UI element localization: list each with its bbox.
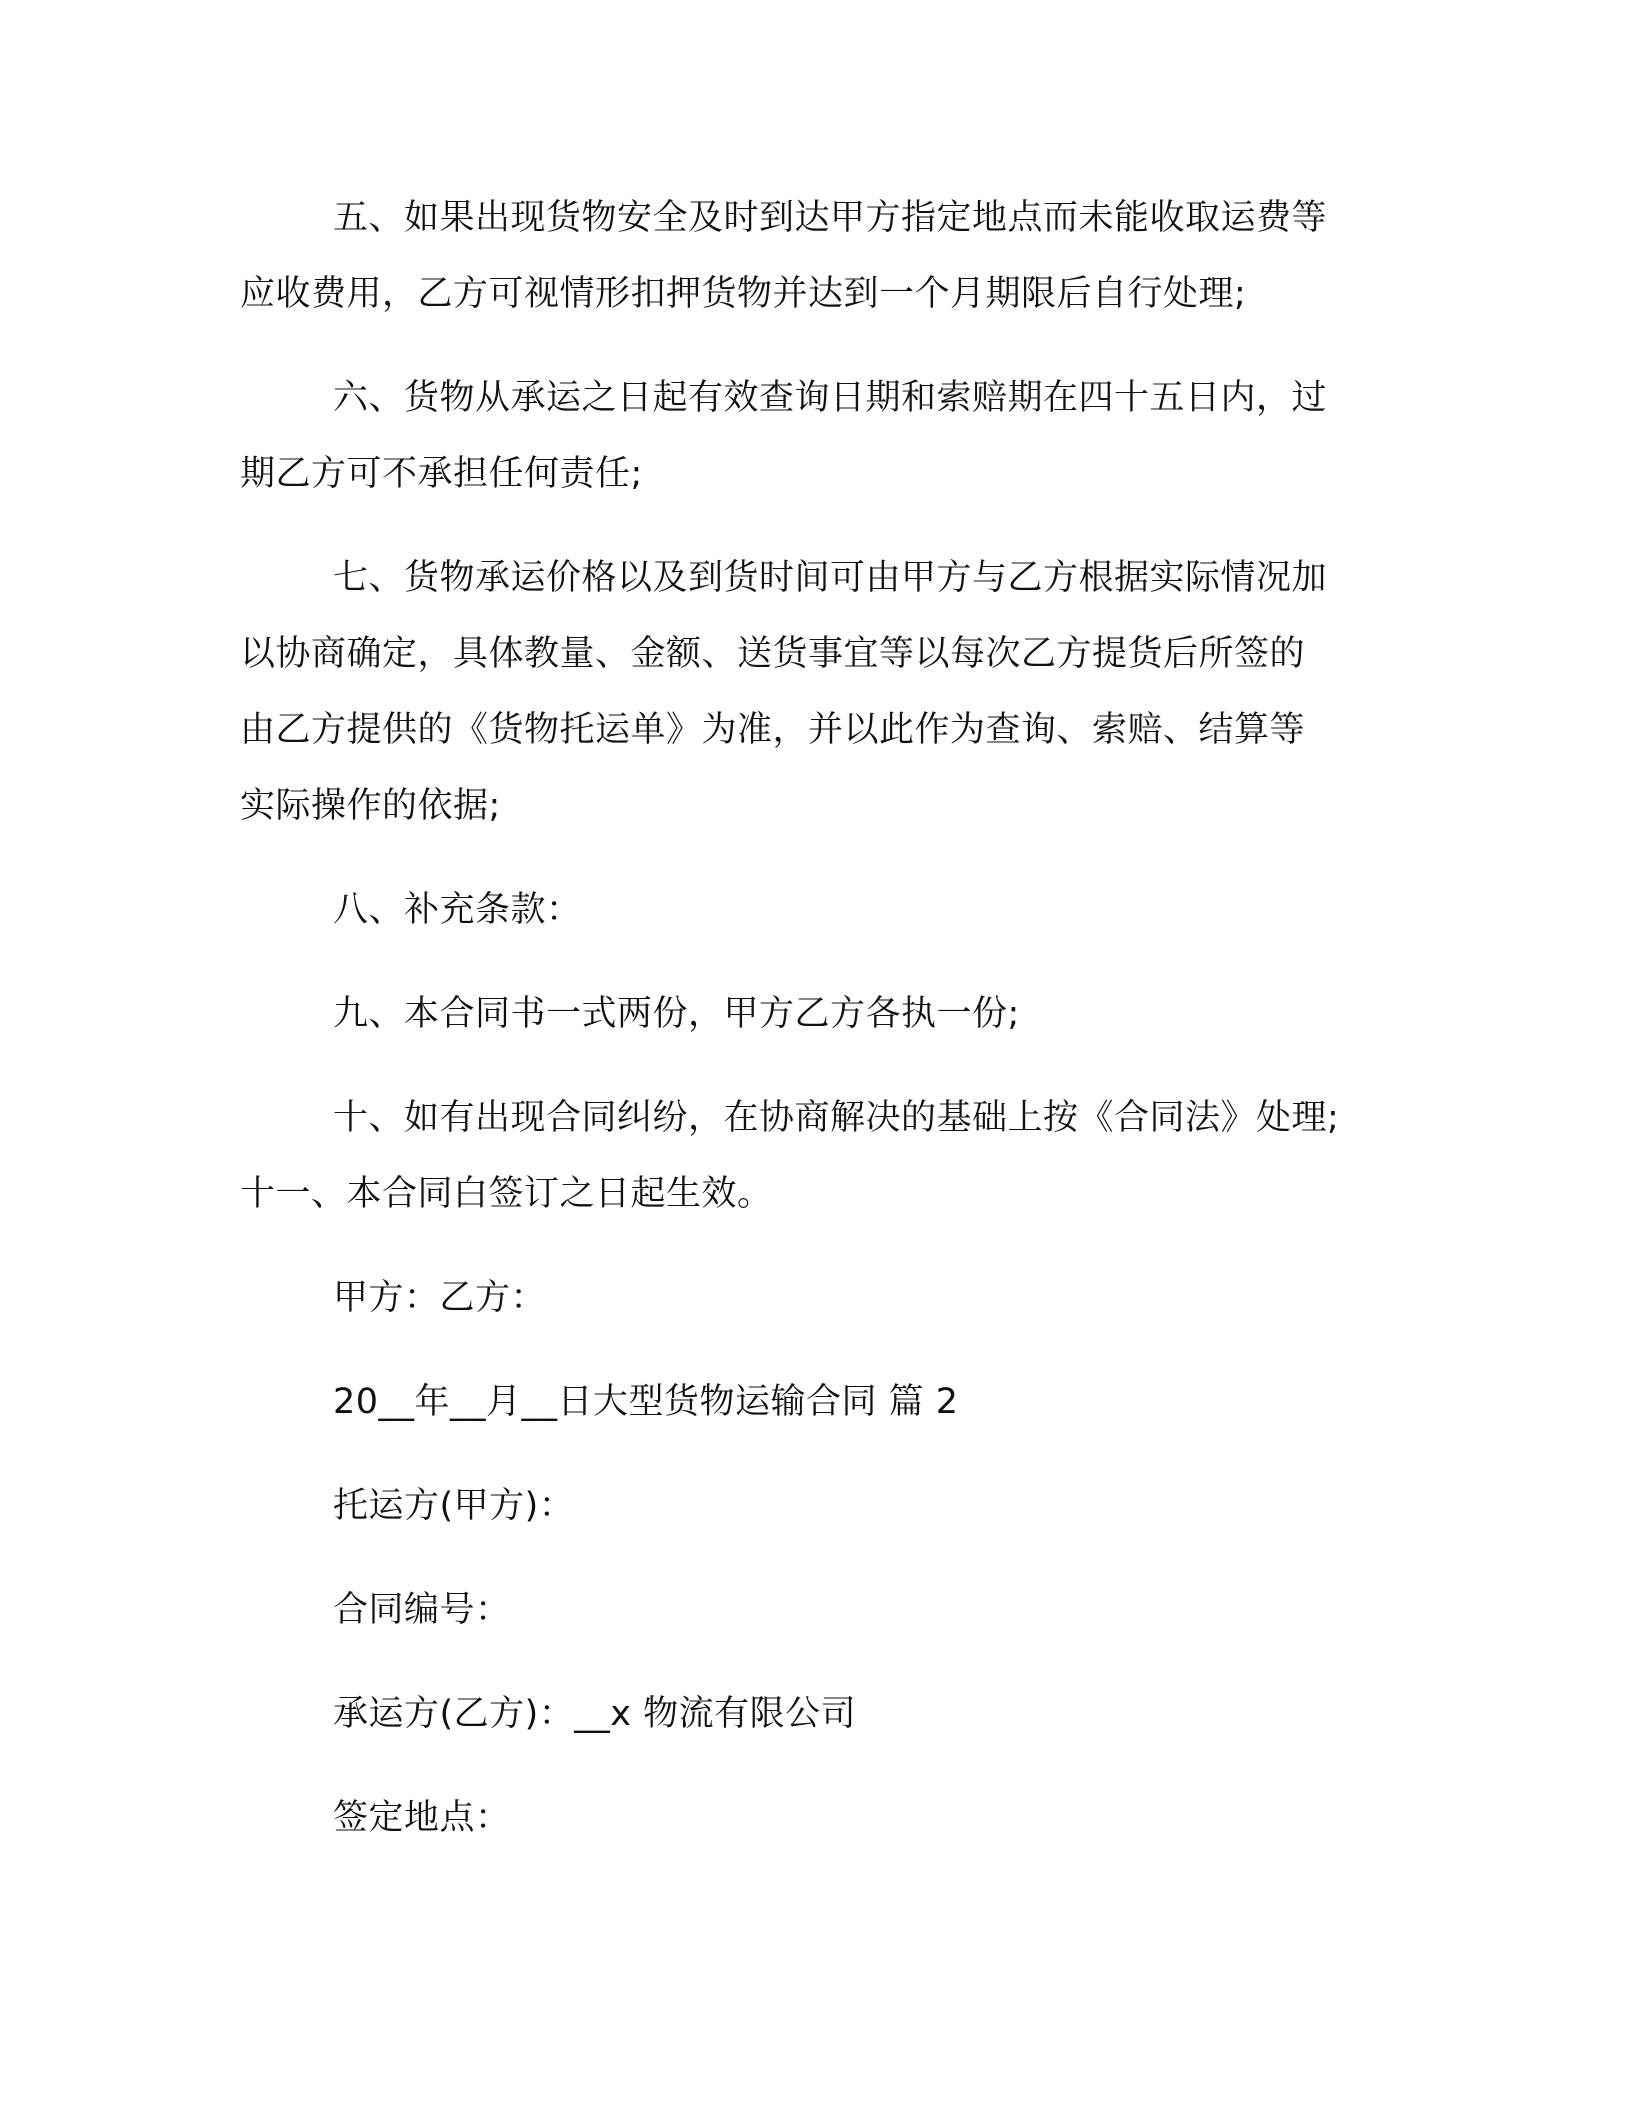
- signature-parties: 甲方：乙方：: [333, 1278, 547, 1318]
- carrier-field: 承运方(乙方)：__x 物流有限公司: [333, 1694, 857, 1734]
- contract-date-title: 20__年__月__日大型货物运输合同 篇 2: [333, 1382, 959, 1422]
- clause-8: 八、补充条款：: [333, 890, 582, 930]
- clause-5-line-1: 五、如果出现货物安全及时到达甲方指定地点而未能收取运费等: [333, 198, 1328, 238]
- clause-10: 十、如有出现合同纠纷，在协商解决的基础上按《合同法》处理;: [333, 1098, 1340, 1138]
- clause-7-line-2: 以协商确定，具体教量、金额、送货事宜等以每次乙方提货后所签的: [240, 634, 1306, 674]
- signing-place-field: 签定地点：: [333, 1798, 511, 1838]
- clause-7-line-1: 七、货物承运价格以及到货时间可由甲方与乙方根据实际情况加: [333, 558, 1328, 598]
- clause-11: 十一、本合同白签订之日起生效。: [240, 1174, 773, 1214]
- clause-7-line-4: 实际操作的依据;: [240, 786, 501, 826]
- clause-5-line-2: 应收费用，乙方可视情形扣押货物并达到一个月期限后自行处理;: [240, 274, 1247, 314]
- clause-6-line-1: 六、货物从承运之日起有效查询日期和索赔期在四十五日内，过: [333, 378, 1328, 418]
- shipper-field: 托运方(甲方)：: [333, 1486, 575, 1526]
- clause-6-line-2: 期乙方可不承担任何责任;: [240, 454, 643, 494]
- clause-9: 九、本合同书一式两份，甲方乙方各执一份;: [333, 994, 1020, 1034]
- contract-number-field: 合同编号：: [333, 1590, 511, 1630]
- clause-7-line-3: 由乙方提供的《货物托运单》为准，并以此作为查询、索赔、结算等: [240, 710, 1306, 750]
